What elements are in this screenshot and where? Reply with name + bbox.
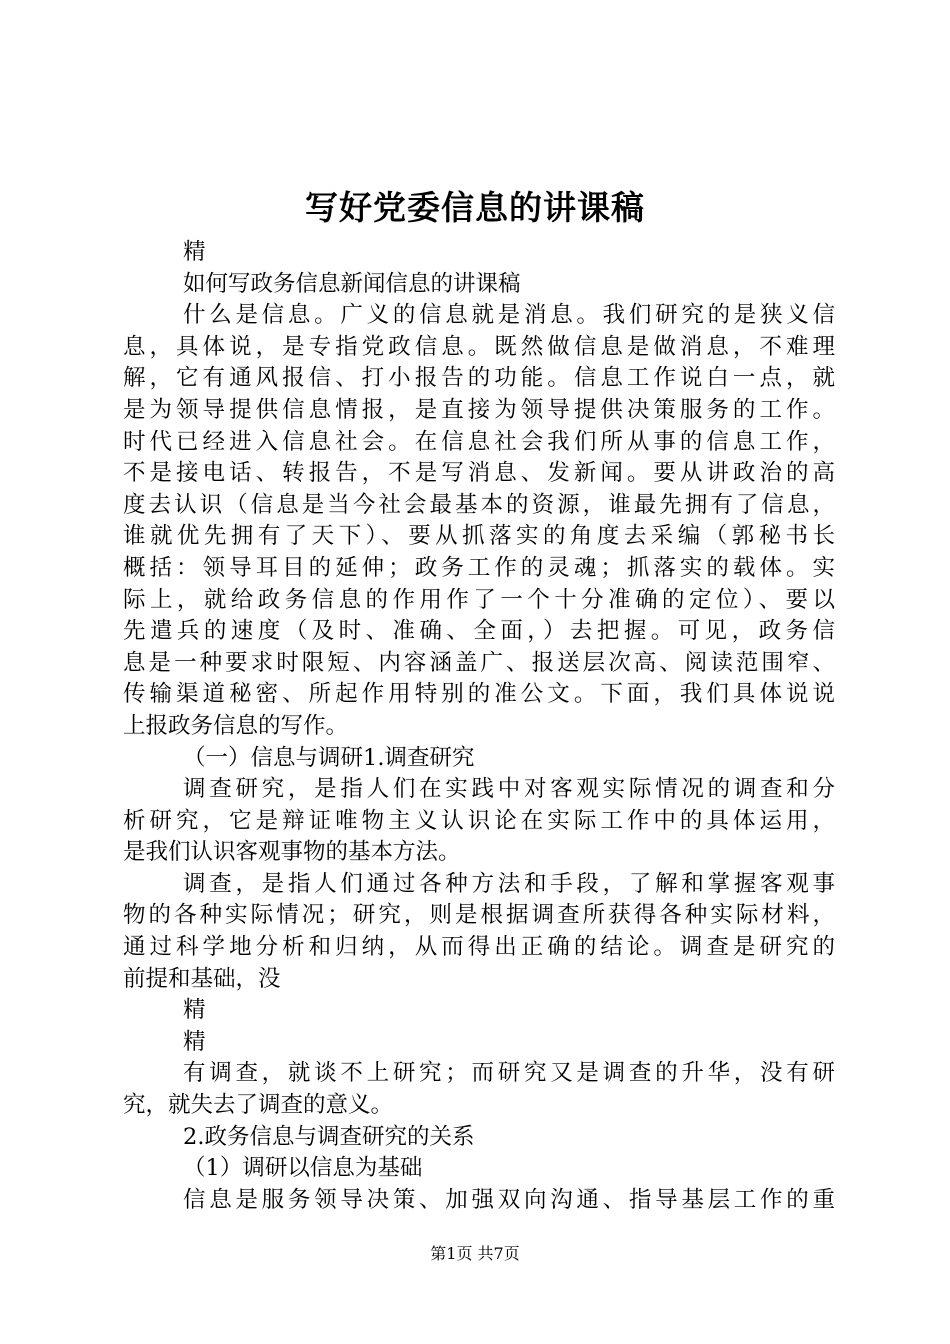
text-line: 传输渠道秘密、所起作用特别的准公文。下面，我们具体说说 bbox=[123, 681, 835, 708]
page-number-footer: 第1页 共7页 bbox=[430, 1244, 520, 1263]
text-line: 度去认识（信息是当今社会最基本的资源，谁最先拥有了信息， bbox=[123, 491, 835, 518]
text-line: 是为领导提供信息情报，是直接为领导提供决策服务的工作。 bbox=[123, 396, 835, 423]
text-line: 精 bbox=[183, 1028, 206, 1055]
text-line: 有调查，就谈不上研究；而研究又是调查的升华，没有研 bbox=[183, 1060, 835, 1087]
text-line: 谁就优先拥有了天下）、要从抓落实的角度去采编（郭秘书长 bbox=[123, 523, 835, 550]
text-line: 如何写政务信息新闻信息的讲课稿 bbox=[183, 270, 521, 297]
text-line: 信息是服务领导决策、加强双向沟通、指导基层工作的重 bbox=[183, 1186, 835, 1213]
text-line: 息，具体说，是专指党政信息。既然做信息是做消息，不难理 bbox=[123, 333, 835, 360]
section-heading: （一）信息与调研1.调查研究 bbox=[183, 744, 475, 771]
document-body bbox=[123, 237, 835, 1216]
text-line: 物的各种实际情况；研究，则是根据调查所获得各种实际材料， bbox=[123, 902, 835, 929]
text-line: 时代已经进入信息社会。在信息社会我们所从事的信息工作， bbox=[123, 428, 835, 455]
text-line: 精 bbox=[183, 997, 206, 1024]
text-line: 概括：领导耳目的延伸；政务工作的灵魂；抓落实的载体。实 bbox=[123, 554, 835, 581]
section-heading: 2.政务信息与调查研究的关系 bbox=[183, 1123, 475, 1150]
text-line: 调查研究，是指人们在实践中对客观实际情况的调查和分 bbox=[183, 776, 835, 803]
text-line: 不是接电话、转报告，不是写消息、发新闻。要从讲政治的高 bbox=[123, 460, 835, 487]
text-line: 通过科学地分析和归纳，从而得出正确的结论。调查是研究的 bbox=[123, 934, 835, 961]
document-title: 写好党委信息的讲课稿 bbox=[305, 188, 645, 227]
text-line: 析研究，它是辩证唯物主义认识论在实际工作中的具体运用， bbox=[123, 807, 835, 834]
text-line: 先遣兵的速度（及时、准确、全面，）去把握。可见，政务信 bbox=[123, 618, 835, 645]
text-line: 精 bbox=[183, 239, 206, 265]
text-line: 调查，是指人们通过各种方法和手段，了解和掌握客观事 bbox=[183, 870, 835, 897]
text-line: 什么是信息。广义的信息就是消息。我们研究的是狭义信 bbox=[183, 302, 835, 329]
text-line: 是我们认识客观事物的基本方法。 bbox=[123, 839, 461, 866]
text-line: 究，就失去了调查的意义。 bbox=[123, 1092, 394, 1119]
text-line: 际上，就给政务信息的作用作了一个十分准确的定位）、要以 bbox=[123, 586, 835, 613]
text-line: 息是一种要求时限短、内容涵盖广、报送层次高、阅读范围窄、 bbox=[123, 649, 835, 676]
section-heading: （1）调研以信息为基础 bbox=[183, 1155, 423, 1182]
text-line: 解，它有通风报信、打小报告的功能。信息工作说白一点，就 bbox=[123, 365, 835, 392]
text-line: 前提和基础，没 bbox=[123, 965, 281, 992]
text-line: 上报政务信息的写作。 bbox=[123, 712, 349, 739]
